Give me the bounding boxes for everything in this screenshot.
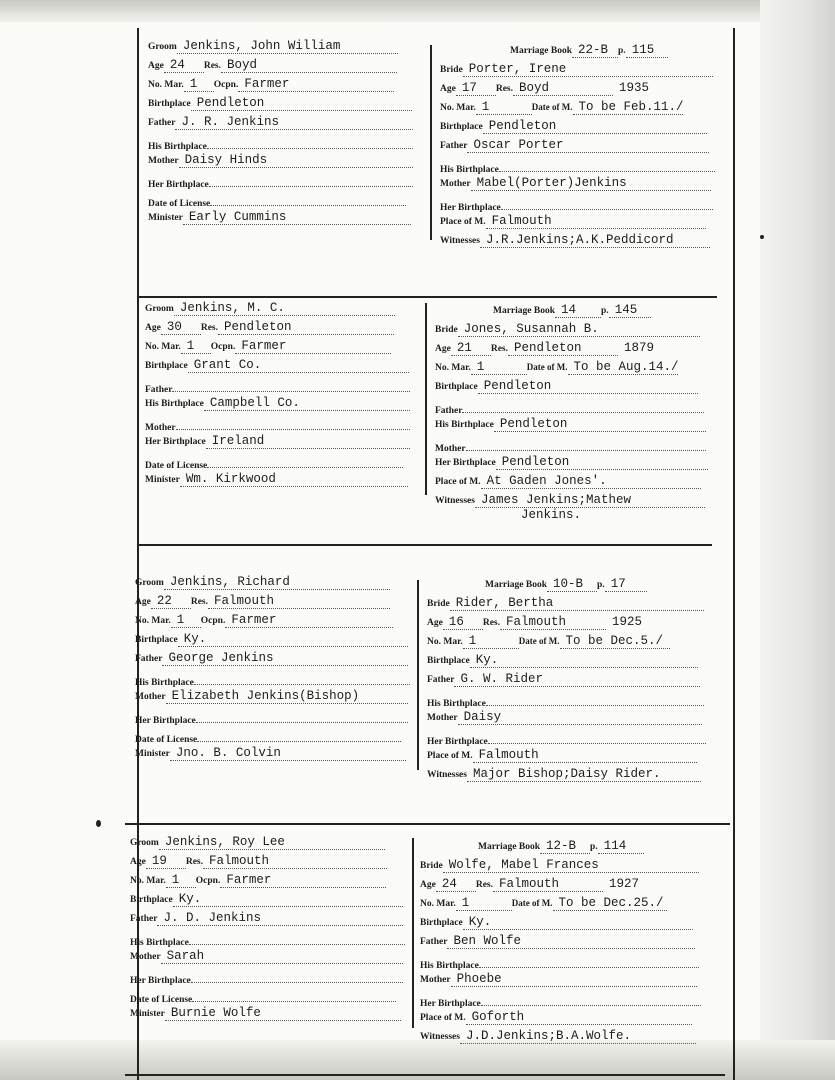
date-of-m-label: Date of M. — [518, 636, 560, 646]
record-separator — [137, 544, 712, 546]
groom-name: Jenkins, M. C. — [174, 302, 395, 316]
groom-no-mar: 1 — [184, 78, 214, 92]
groom-age: 19 — [146, 855, 186, 869]
res-label: Res. — [475, 880, 493, 890]
groom-minister: Burnie Wolfe — [165, 1007, 401, 1021]
bride-no-mar: 1 — [471, 361, 527, 375]
birthplace-label: Birthplace — [420, 918, 463, 928]
bride-residence: Falmouth — [493, 878, 603, 892]
bride-residence: Falmouth — [500, 616, 606, 630]
bride-date-of-marriage: To be Dec.5./ — [560, 635, 670, 649]
birthplace-label: Birthplace — [130, 895, 173, 905]
bride-his-birthplace: Pendleton — [494, 418, 706, 432]
page-label: p. — [618, 46, 626, 56]
birthplace-label: Birthplace — [435, 382, 478, 392]
marriage-book-number: 14 — [555, 304, 601, 318]
witnesses-label: Witnesses — [427, 770, 467, 780]
marriage-year: 1925 — [611, 615, 642, 629]
witnesses: J.D.Jenkins;B.A.Wolfe. — [460, 1030, 696, 1044]
age-label: Age — [435, 344, 451, 354]
groom-age: 30 — [161, 321, 201, 335]
res-label: Res. — [185, 857, 203, 867]
bride-no-mar: 1 — [476, 101, 532, 115]
groom-father: J. R. Jenkins — [175, 116, 413, 130]
bride-birthplace: Pendleton — [478, 380, 698, 394]
birthplace-label: Birthplace — [440, 122, 483, 132]
age-label: Age — [427, 618, 443, 628]
groom-birthplace: Grant Co. — [188, 359, 409, 373]
bride-label: Bride — [427, 599, 450, 609]
groom-name: Jenkins, John William — [177, 40, 398, 54]
bride-date-of-marriage: To be Dec.25./ — [553, 897, 667, 911]
birthplace-label: Birthplace — [135, 635, 178, 645]
no-mar-label: No. Mar. — [135, 616, 171, 626]
bride-her-birthplace — [488, 730, 706, 744]
ocpn-label: Ocpn. — [210, 342, 236, 352]
father-label: Father — [435, 406, 463, 416]
bride-her-birthplace — [481, 992, 701, 1006]
groom-mother — [176, 416, 410, 430]
witnesses: Major Bishop;Daisy Rider. — [467, 768, 701, 782]
film-speck — [96, 820, 101, 827]
place-of-m-label: Place of M. — [427, 751, 473, 761]
record-center-divider — [417, 580, 419, 770]
film-edge-right — [760, 0, 835, 1080]
age-label: Age — [440, 84, 456, 94]
witnesses-continued — [511, 785, 517, 798]
bride-age: 24 — [436, 878, 476, 892]
witnesses: James Jenkins;Mathew — [475, 494, 705, 508]
right-border-line — [733, 28, 735, 1080]
his-birthplace-label: His Birthplace — [420, 961, 479, 971]
marriage-book-label: Marriage Book — [493, 306, 556, 316]
groom-name: Jenkins, Richard — [164, 576, 390, 590]
age-label: Age — [420, 880, 436, 890]
record-separator — [137, 296, 717, 298]
film-edge-top — [0, 0, 835, 22]
bride-label: Bride — [435, 325, 458, 335]
marriage-year: 1935 — [618, 81, 649, 95]
minister-label: Minister — [148, 213, 183, 223]
no-mar-label: No. Mar. — [440, 103, 476, 113]
bride-his-birthplace — [486, 692, 704, 706]
birthplace-label: Birthplace — [145, 361, 188, 371]
witnesses-label: Witnesses — [435, 496, 475, 506]
groom-minister: Early Cummins — [183, 211, 411, 225]
groom-no-mar: 1 — [181, 340, 211, 354]
bride-no-mar: 1 — [463, 635, 519, 649]
groom-label: Groom — [148, 42, 177, 52]
no-mar-label: No. Mar. — [420, 899, 456, 909]
groom-no-mar: 1 — [171, 614, 201, 628]
mother-label: Mother — [148, 156, 179, 166]
groom-occupation: Farmer — [238, 78, 394, 92]
bride-name: Wolfe, Mabel Frances — [443, 859, 699, 873]
groom-her-birthplace: Ireland — [206, 435, 410, 449]
res-label: Res. — [482, 618, 500, 628]
groom-his-birthplace: Campbell Co. — [204, 397, 410, 411]
her-birthplace-label: Her Birthplace — [440, 203, 501, 213]
father-label: Father — [427, 675, 455, 685]
groom-father: J. D. Jenkins — [157, 912, 403, 926]
his-birthplace-label: His Birthplace — [135, 678, 194, 688]
date-of-license-label: Date of License — [145, 461, 208, 471]
father-label: Father — [148, 118, 176, 128]
his-birthplace-label: His Birthplace — [440, 165, 499, 175]
minister-label: Minister — [130, 1009, 165, 1019]
minister-label: Minister — [145, 475, 180, 485]
bride-age: 17 — [456, 82, 496, 96]
groom-mother: Elizabeth Jenkins(Bishop) — [166, 690, 408, 704]
page-label: p. — [590, 842, 598, 852]
no-mar-label: No. Mar. — [145, 342, 181, 352]
bride-mother: Daisy — [458, 711, 702, 725]
marriage-book-page: 17 — [605, 578, 647, 592]
date-of-m-label: Date of M. — [511, 898, 553, 908]
bride-father — [462, 399, 704, 413]
bride-birthplace: Pendleton — [483, 120, 707, 134]
record-center-divider — [412, 838, 414, 1028]
date-of-license-label: Date of License — [148, 199, 211, 209]
age-label: Age — [135, 597, 151, 607]
mother-label: Mother — [427, 713, 458, 723]
groom-her-birthplace — [191, 969, 403, 983]
res-label: Res. — [495, 84, 513, 94]
bride-residence: Pendleton — [508, 342, 618, 356]
bride-date-of-marriage: To be Feb.11./ — [573, 101, 683, 115]
bride-father: Oscar Porter — [467, 139, 709, 153]
place-of-marriage: Falmouth — [473, 749, 697, 763]
place-of-m-label: Place of M. — [420, 1013, 466, 1023]
bride-name: Porter, Irene — [463, 63, 713, 77]
groom-birthplace: Ky. — [178, 633, 408, 647]
age-label: Age — [145, 323, 161, 333]
groom-his-birthplace — [194, 671, 410, 685]
res-label: Res. — [490, 344, 508, 354]
bride-mother — [466, 437, 706, 451]
groom-label: Groom — [130, 838, 159, 848]
her-birthplace-label: Her Birthplace — [135, 716, 196, 726]
date-of-m-label: Date of M. — [526, 362, 568, 372]
bride-her-birthplace — [501, 196, 713, 210]
groom-father: George Jenkins — [162, 652, 408, 666]
mother-label: Mother — [440, 179, 471, 189]
groom-his-birthplace — [189, 931, 405, 945]
birthplace-label: Birthplace — [427, 656, 470, 666]
groom-occupation: Farmer — [235, 340, 391, 354]
mother-label: Mother — [420, 975, 451, 985]
groom-residence: Falmouth — [208, 595, 390, 609]
mother-label: Mother — [135, 692, 166, 702]
ocpn-label: Ocpn. — [195, 876, 221, 886]
page-label: p. — [601, 306, 609, 316]
bride-his-birthplace — [499, 158, 715, 172]
groom-residence: Falmouth — [203, 855, 387, 869]
marriage-book-label: Marriage Book — [478, 842, 541, 852]
groom-mother: Sarah — [161, 950, 403, 964]
groom-minister: Jno. B. Colvin — [170, 747, 406, 761]
father-label: Father — [135, 654, 163, 664]
place-of-marriage: At Gaden Jones'. — [481, 475, 701, 489]
place-of-marriage: Falmouth — [486, 215, 706, 229]
ocpn-label: Ocpn. — [213, 80, 239, 90]
ocpn-label: Ocpn. — [200, 616, 226, 626]
her-birthplace-label: Her Birthplace — [427, 737, 488, 747]
bride-father: G. W. Rider — [454, 673, 700, 687]
groom-occupation: Farmer — [225, 614, 393, 628]
place-of-m-label: Place of M. — [435, 477, 481, 487]
bride-birthplace: Ky. — [470, 654, 698, 668]
marriage-book-label: Marriage Book — [485, 580, 548, 590]
witnesses-label: Witnesses — [420, 1032, 460, 1042]
groom-age: 24 — [164, 59, 204, 73]
his-birthplace-label: His Birthplace — [130, 938, 189, 948]
marriage-book-number: 10-B — [547, 578, 597, 592]
father-label: Father — [130, 914, 158, 924]
mother-label: Mother — [130, 952, 161, 962]
groom-date-of-license — [192, 988, 396, 1002]
groom-his-birthplace — [207, 135, 413, 149]
bride-mother: Mabel(Porter)Jenkins — [471, 177, 711, 191]
groom-residence: Boyd — [221, 59, 397, 73]
no-mar-label: No. Mar. — [435, 363, 471, 373]
bride-residence: Boyd — [513, 82, 613, 96]
marriage-book-number: 22-B — [572, 44, 618, 58]
bride-mother: Phoebe — [451, 973, 697, 987]
marriage-book-label: Marriage Book — [510, 46, 573, 56]
bride-his-birthplace — [479, 954, 699, 968]
bride-no-mar: 1 — [456, 897, 512, 911]
bride-father: Ben Wolfe — [447, 935, 695, 949]
groom-her-birthplace — [209, 173, 413, 187]
groom-birthplace: Ky. — [173, 893, 403, 907]
groom-minister: Wm. Kirkwood — [180, 473, 408, 487]
groom-father — [172, 378, 410, 392]
date-of-license-label: Date of License — [130, 995, 193, 1005]
his-birthplace-label: His Birthplace — [435, 420, 494, 430]
res-label: Res. — [203, 61, 221, 71]
her-birthplace-label: Her Birthplace — [435, 458, 496, 468]
date-of-license-label: Date of License — [135, 735, 198, 745]
no-mar-label: No. Mar. — [148, 80, 184, 90]
age-label: Age — [148, 61, 164, 71]
age-label: Age — [130, 857, 146, 867]
father-label: Father — [145, 385, 173, 395]
birthplace-label: Birthplace — [148, 99, 191, 109]
groom-no-mar: 1 — [166, 874, 196, 888]
no-mar-label: No. Mar. — [130, 876, 166, 886]
bride-name: Rider, Bertha — [450, 597, 704, 611]
groom-occupation: Farmer — [220, 874, 386, 888]
her-birthplace-label: Her Birthplace — [148, 180, 209, 190]
her-birthplace-label: Her Birthplace — [420, 999, 481, 1009]
bride-age: 21 — [451, 342, 491, 356]
witnesses-continued — [524, 251, 530, 264]
witnesses: J.R.Jenkins;A.K.Peddicord — [480, 234, 710, 248]
no-mar-label: No. Mar. — [427, 637, 463, 647]
witnesses-continued — [504, 1047, 510, 1060]
groom-date-of-license — [207, 454, 403, 468]
bride-date-of-marriage: To be Aug.14./ — [568, 361, 678, 375]
groom-label: Groom — [145, 304, 174, 314]
record-separator — [125, 1074, 725, 1076]
marriage-year: 1879 — [623, 341, 654, 355]
groom-her-birthplace — [196, 709, 408, 723]
record-separator — [125, 823, 730, 825]
marriage-book-page: 115 — [626, 44, 668, 58]
marriage-year: 1927 — [608, 877, 639, 891]
record-center-divider — [430, 45, 432, 240]
groom-residence: Pendleton — [218, 321, 394, 335]
father-label: Father — [420, 937, 448, 947]
groom-mother: Daisy Hinds — [179, 154, 413, 168]
groom-name: Jenkins, Roy Lee — [159, 836, 385, 850]
his-birthplace-label: His Birthplace — [148, 142, 207, 152]
place-of-marriage: Goforth — [466, 1011, 692, 1025]
bride-birthplace: Ky. — [463, 916, 693, 930]
res-label: Res. — [190, 597, 208, 607]
marriage-book-number: 12-B — [540, 840, 590, 854]
father-label: Father — [440, 141, 468, 151]
groom-label: Groom — [135, 578, 164, 588]
bride-label: Bride — [420, 861, 443, 871]
record-center-divider — [425, 303, 427, 495]
groom-age: 22 — [151, 595, 191, 609]
his-birthplace-label: His Birthplace — [427, 699, 486, 709]
bride-name: Jones, Susannah B. — [458, 323, 700, 337]
film-speck — [760, 235, 764, 239]
res-label: Res. — [200, 323, 218, 333]
bride-age: 16 — [443, 616, 483, 630]
bride-label: Bride — [440, 65, 463, 75]
place-of-m-label: Place of M. — [440, 217, 486, 227]
mother-label: Mother — [435, 444, 466, 454]
witnesses-continued: Jenkins. — [521, 508, 582, 522]
groom-date-of-license — [197, 728, 401, 742]
witnesses-label: Witnesses — [440, 236, 480, 246]
mother-label: Mother — [145, 423, 176, 433]
her-birthplace-label: Her Birthplace — [130, 976, 191, 986]
page-label: p. — [597, 580, 605, 590]
marriage-book-page: 145 — [609, 304, 651, 318]
groom-date-of-license — [210, 192, 406, 206]
his-birthplace-label: His Birthplace — [145, 399, 204, 409]
groom-birthplace: Pendleton — [191, 97, 412, 111]
bride-her-birthplace: Pendleton — [496, 456, 708, 470]
marriage-book-page: 114 — [598, 840, 644, 854]
minister-label: Minister — [135, 749, 170, 759]
date-of-m-label: Date of M. — [531, 102, 573, 112]
her-birthplace-label: Her Birthplace — [145, 437, 206, 447]
